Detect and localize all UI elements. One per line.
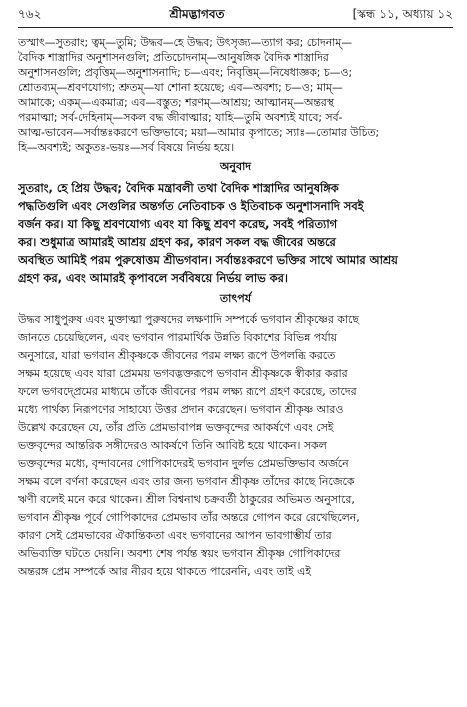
page-header bbox=[18, 6, 453, 24]
purport-line: অন্তরঙ্গ প্রেম সম্পর্কে আর নীরব হয়ে থাকতে পারেননি, এবং তাই এই bbox=[18, 565, 311, 578]
translation-line: অবস্থিত আমিই পরম পুরুষোত্তম শ্রীভগবান। সর্বান্তঃকরণে ভক্তির সাথে আমার আশ্রয় bbox=[18, 253, 398, 267]
purport-line: সক্ষম বলে বর্ণনা করেছেন এবং তার জন্য ভগবান শ্রীকৃষ্ণ তাঁদের কাছে নিজেকে bbox=[18, 475, 355, 488]
synonyms-line: শ্রোতব্যম্—শ্রবণযোগ্য; শ্রুতম্—যা শোনা হয়েছে; এব—অবশ্য; চ—ও; মাম্— bbox=[18, 81, 343, 94]
purport-line: কারণ সেই প্রেমভাবের ঐকান্তিকতা এবং ভগবানের আপন ভাবগাম্ভীর্য তার bbox=[18, 529, 332, 542]
translation-line: কর। শুধুমাত্র আমারই আশ্রয় গ্রহণ কর, কারণ সকল বদ্ধ জীবের অন্তরে bbox=[18, 235, 336, 249]
purport-line: ভক্তবৃন্দের আন্তরিক সঙ্গীদেরও আকর্ষণে তিনি আবিষ্ট হয়ে থাকেন। সকল bbox=[18, 439, 327, 452]
translation-line: সুতরাং, হে প্রিয় উদ্ধব; বৈদিক মন্ত্রাবলী তথা বৈদিক শাস্ত্রাদির আনুষঙ্গিক bbox=[18, 181, 339, 195]
synonyms-line: অনুশাসনগুলি; প্রবৃত্তিম্—অনুশাসনাদি; চ—এবং; নিবৃত্তিম্—নিষেধাজ্ঞক; চ—ও; bbox=[18, 66, 353, 79]
header-divider bbox=[18, 27, 453, 28]
purport-line: উদ্ধব সাধুপুরুষ এবং মুক্তাত্মা পুরুষদের লক্ষণাদি সম্পর্কে ভগবান শ্রীকৃষ্ণের কাছে bbox=[18, 313, 360, 326]
purport-line: অভিব্যক্তি ঘটতে দেয়নি। অবশ্য শেষ পর্যন্ত স্বয়ং ভগবান শ্রীকৃষ্ণ গোপিকাদের bbox=[18, 547, 341, 560]
purport-line: উল্লেখ করেছেন যে, তাঁর প্রতি প্রেমভাবাপন্ন ভক্তবৃন্দের আকর্ষণে এবং সেই bbox=[18, 421, 334, 434]
purport-line: মধ্যে পার্থক্য নিরূপণের সাহায্যে উত্তর প্রদান করেছেন। ভগবান শ্রীকৃষ্ণ আরও bbox=[18, 403, 344, 416]
purport-heading: তাৎপর্য bbox=[219, 292, 252, 305]
chapter-reference: [স্কন্ধ ১১, অধ্যায় ১২ bbox=[352, 7, 453, 21]
purport-line: জানতে চেয়েছিলেন, এবং ভগবান পারমার্থিক উন্নতি বিকাশের বিভিন্ন পর্যায় bbox=[18, 331, 338, 344]
synonyms-line: তস্মাৎ—সুতরাং; ত্বম্—তুমি; উদ্ধব—হে উদ্ধব; উৎসৃজ্য—ত্যাগ কর; চোদনাম্— bbox=[18, 36, 353, 49]
purport-line: ঋণী বলেই মনে করে থাকেন। শ্রীল বিশ্বনাথ চক্রবর্তী ঠাকুরের অভিমত অনুসারে, bbox=[18, 493, 355, 506]
synonyms-line: আত্ম-ভাবেন—সর্বান্তঃকরণে ভক্তিভাবে; ময়া—আমার কৃপাতে; স্যাঃ—তোমার উচিত; bbox=[18, 126, 380, 139]
synonyms-line: হি—অবশ্যই; অকুতঃ-ভয়ঃ—সর্ব বিষয়ে নির্ভয় হয়ে। bbox=[18, 141, 235, 154]
translation-block bbox=[18, 179, 453, 287]
purport-line: সক্ষম হয়েছে এবং যারা প্রেমময় ভগবদ্ভক্তরূপে ভগবান শ্রীকৃষ্ণকে স্বীকার করার bbox=[18, 367, 348, 380]
book-title: শ্রীমদ্ভাগবত bbox=[169, 7, 225, 21]
purport-line: ভগবান শ্রীকৃষ্ণ পূর্বে গোপিকাদের প্রেমভাব তাঁর অন্তরে গোপন করে রেখেছিলেন, bbox=[18, 511, 360, 524]
translation-line: বর্জন কর। যা কিছু শ্রবণযোগ্য এবং যা কিছু শ্রবণ করেছ, সবই পরিত্যাগ bbox=[18, 217, 338, 231]
purport-line: অনুসারে, যারা ভগবান শ্রীকৃষ্ণকে জীবনের পরম লক্ষ্য রূপে উপলব্ধি করতে bbox=[18, 349, 336, 362]
translation-line: পদ্ধতিগুলি এবং সেগুলির অন্তর্গত নেতিবাচক ও ইতিবাচক অনুশাসনাদি সবই bbox=[18, 199, 364, 213]
synonyms-block bbox=[18, 35, 453, 155]
purport-line: ফলে ভগবদ্প্রেমের মাধ্যমে তাঁকে জীবনের পরম লক্ষ্য রূপে গ্রহণ করেছে, তাদের bbox=[18, 385, 357, 398]
translation-line: গ্রহণ কর, এবং আমারই কৃপাবলে সর্ববিষয়ে নির্ভয় লাভ কর। bbox=[18, 271, 288, 285]
purport-line: ভক্তবৃন্দের মধ্যে, বৃন্দাবনের গোপিকাদেরই ভগবান দুর্লভ প্রেমভক্তিভাব অর্জনে bbox=[18, 457, 349, 470]
synonyms-line: পরমাত্মা; সর্ব-দেহিনাম্—সকল বদ্ধ জীবাত্মার; যাহি—তুমি অবশ্যই যাবে; সর্ব- bbox=[18, 111, 343, 124]
page-number: ৭৬২ bbox=[18, 7, 42, 21]
synonyms-line: আমাকে; একম্—একমাত্র; এব—বস্তুত; শরণম্—আশ্রয়; আত্মানম্—অন্তরস্থ bbox=[18, 96, 334, 109]
purport-block bbox=[18, 311, 453, 581]
translation-heading: অনুবাদ bbox=[219, 160, 252, 173]
synonyms-line: বৈদিক শাস্ত্রাদির অনুশাসনগুলি; প্রতিচোদনাম্—আনুষঙ্গিক বৈদিক শাস্ত্রাদির bbox=[18, 51, 329, 64]
